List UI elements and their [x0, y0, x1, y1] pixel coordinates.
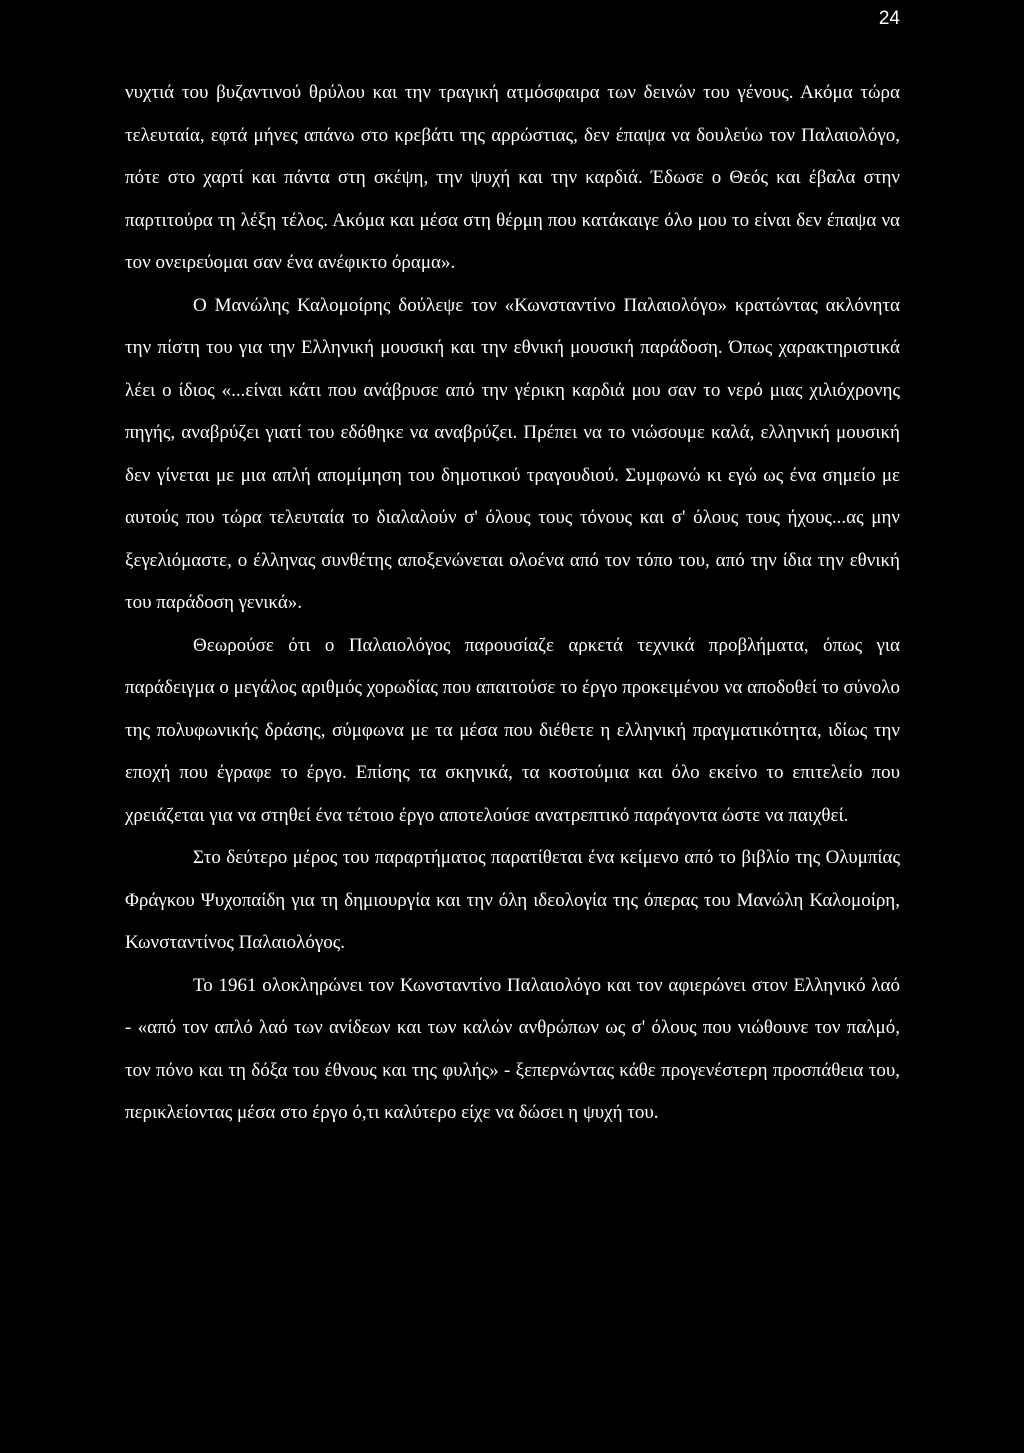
paragraph-3: Θεωρούσε ότι ο Παλαιολόγος παρουσίαζε αρκετά τεχνικά προβλήματα, όπως για παράδειγμα ο μεγάλος αριθμός χορωδίας που απαιτούσε το έργο προκειμένου να αποδοθεί το σύνολο της πολυφωνικής δράσης, σύμφωνα με τα μέσα που διέθετε η ελληνική πραγματικότητα, ιδίως την εποχή που έγραφε το έργο. Επίσης τα σκηνικά, τα κοστούμια και όλο εκείνο το επιτελείο που χρειάζεται για να στηθεί ένα τέτοιο έργο αποτελούσε ανατρεπτικό παράγοντα ώστε να παιχθεί.: [125, 634, 900, 826]
paragraph-1: νυχτιά του βυζαντινού θρύλου και την τραγική ατμόσφαιρα των δεινών του γένους. Ακόμα τώρα τελευταία, εφτά μήνες απάνω στο κρεβάτι της αρρώστιας, δεν έπαψα να δουλεύω τον Παλαιολόγο, πότε στο χαρτί και πάντα στη σκέψη, την ψυχή και την καρδιά. Έδωσε ο Θεός και έβαλα στην παρτιτούρα τη λέξη τέλος. Ακόμα και μέσα στη θέρμη που κατάκαιγε όλο μου το είναι δεν έπαψα να τον ονειρεύομαι σαν ένα ανέφικτο όραμα».: [125, 82, 900, 273]
paragraph-5: Το 1961 ολοκληρώνει τον Κωνσταντίνο Παλαιολόγο και τον αφιερώνει στον Ελληνικό λαό - «από τον απλό λαό των ανίδεων και των καλών ανθρώπων ως σ' όλους που νιώθουνε τον παλμό, τον πόνο και τη δόξα του έθνους και της φυλής» - ξεπερνώντας κάθε προγενέστερη προσπάθεια του, περικλείοντας μέσα στο έργο ό,τι καλύτερο είχε να δώσει η ψυχή του.: [125, 974, 900, 1123]
paragraph-4: Στο δεύτερο μέρος του παραρτήματος παρατίθεται ένα κείμενο από το βιβλίο της Ολυμπίας Φράγκου Ψυχοπαίδη για τη δημιουργία και την όλη ιδεολογία της όπερας του Μανώλη Καλομοίρη, Κωνσταντίνος Παλαιολόγος.: [125, 847, 900, 953]
page-number: 24: [878, 8, 900, 29]
document-body: [125, 72, 900, 1135]
paragraph-2: Ο Μανώλης Καλομοίρης δούλεψε τον «Κωνσταντίνο Παλαιολόγο» κρατώντας ακλόνητα την πίστη του για την Ελληνική μουσική και την εθνική μουσική παράδοση. Όπως χαρακτηριστικά λέει ο ίδιος «...είναι κάτι που ανάβρυσε από την γέρικη καρδιά μου σαν το νερό μιας χιλιόχρονης πηγής, αναβρύζει γιατί του εδόθηκε να αναβρύζει. Πρέπει να το νιώσουμε καλά, ελληνική μουσική δεν γίνεται με μια απλή απομίμηση του δημοτικού τραγουδιού. Συμφωνώ κι εγώ ως ένα σημείο με αυτούς που τώρα τελευταία το διαλαλούν σ' όλους τους τόνους και σ' όλους τους ήχους...ας μην ξεγελιόμαστε, ο έλληνας συνθέτης αποξενώνεται ολοένα από τον τόπο του, από την ίδια την εθνική του παράδοση γενικά».: [125, 294, 900, 613]
